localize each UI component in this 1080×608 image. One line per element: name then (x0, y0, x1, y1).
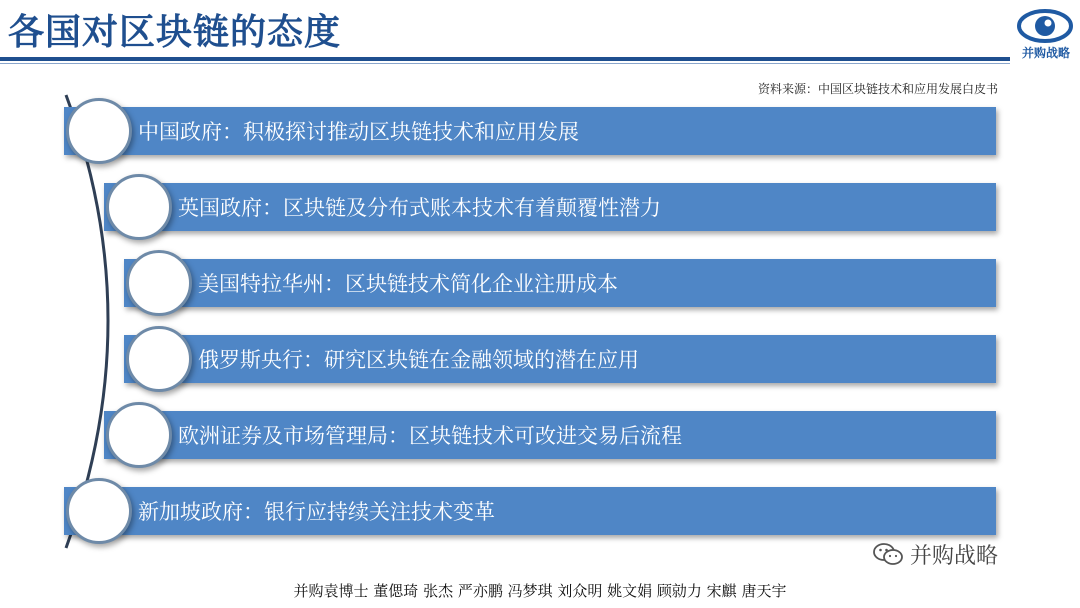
attitude-label-russia: 俄罗斯央行：研究区块链在金融领域的潜在应用 (198, 348, 639, 372)
attitude-bar-uk (104, 183, 996, 231)
attitude-bar-delaware (124, 259, 996, 307)
attitude-label-uk: 英国政府：区块链及分布式账本技术有着颠覆性潜力 (178, 196, 661, 220)
attitude-bar-singapore (64, 487, 996, 535)
slide-title: 各国对区块链的态度 (8, 12, 342, 53)
attitude-bar-esma (104, 411, 996, 459)
wechat-watermark (872, 539, 998, 569)
bullet-circle (126, 326, 192, 392)
attitude-label-singapore: 新加坡政府：银行应持续关注技术变革 (138, 500, 495, 524)
bullet-circle (126, 250, 192, 316)
attitude-label-esma: 欧洲证券及市场管理局：区块链技术可改进交易后流程 (178, 424, 682, 448)
source-note: 资料来源：中国区块链技术和应用发展白皮书 (757, 82, 998, 96)
bullet-circle (66, 478, 132, 544)
author-list: 并购袁博士 董偲琦 张杰 严亦鹏 冯梦琪 刘众明 姚文娟 顾勍力 宋麒 唐天宇 (293, 582, 787, 600)
wechat-icon (872, 541, 904, 567)
bullet-circle (106, 174, 172, 240)
attitude-bar-china (64, 107, 996, 155)
bullet-circle (66, 98, 132, 164)
logo-text: 并购战略 (1021, 46, 1070, 60)
wechat-account-name: 并购战略 (910, 543, 999, 569)
attitude-label-china: 中国政府：积极探讨推动区块链技术和应用发展 (138, 120, 579, 144)
attitude-bar-russia (124, 335, 996, 383)
bullet-circle (106, 402, 172, 468)
attitude-label-delaware: 美国特拉华州：区块链技术简化企业注册成本 (198, 272, 618, 296)
